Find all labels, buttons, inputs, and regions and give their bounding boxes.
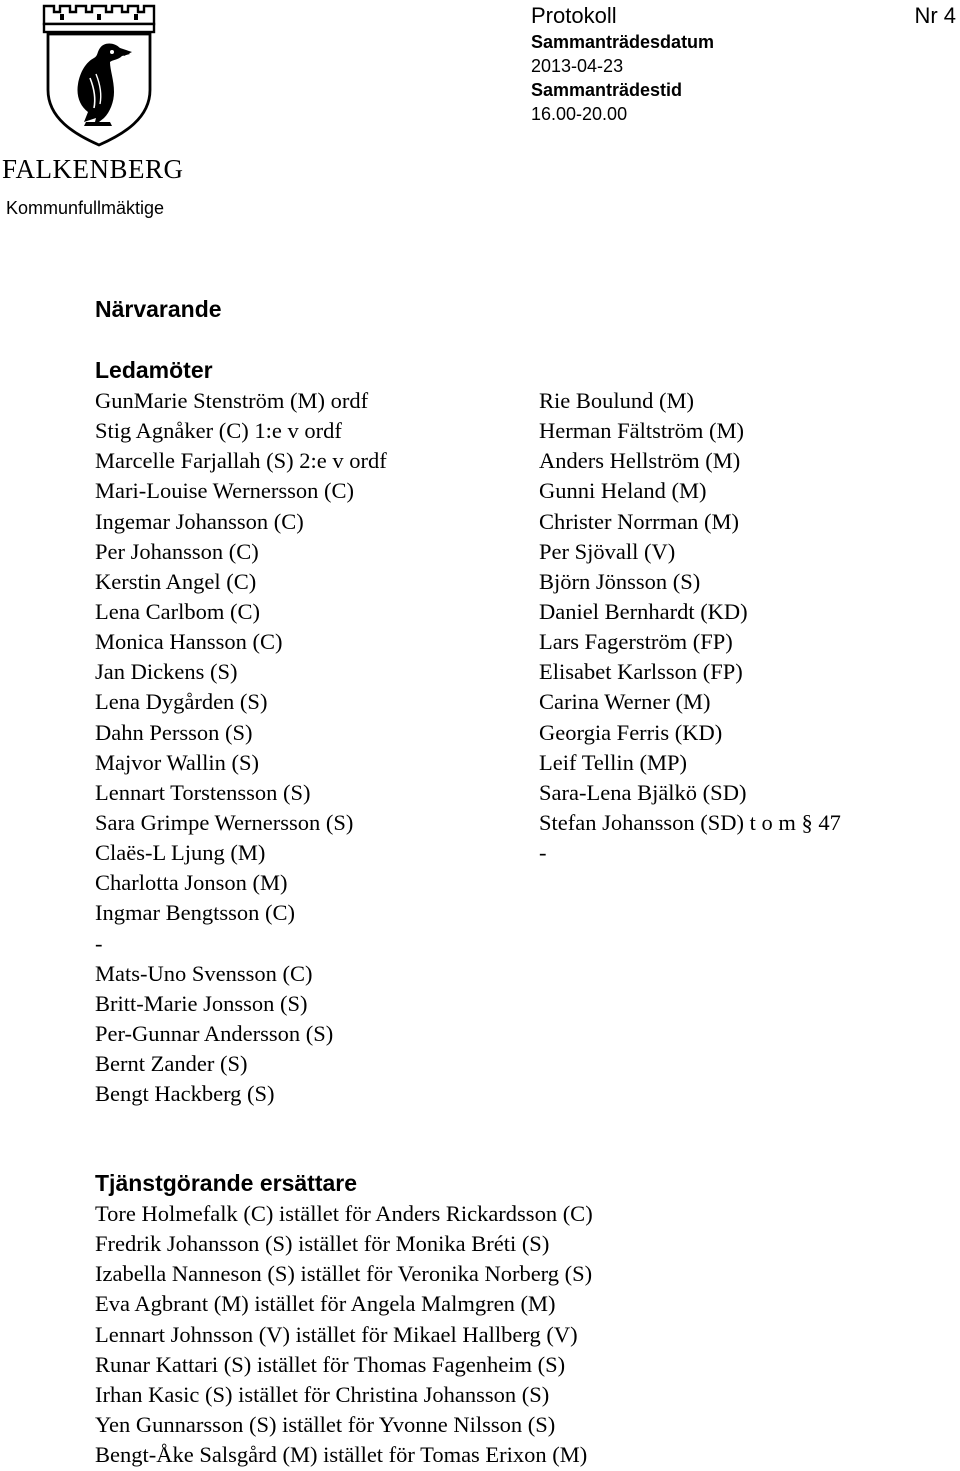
- organization-name: FALKENBERG: [2, 154, 184, 184]
- meeting-date: 2013-04-23: [531, 56, 624, 76]
- member-item: Anders Hellström (M): [539, 448, 741, 474]
- member-item: Lena Carlbom (C): [95, 598, 260, 624]
- member-item: Monica Hansson (C): [95, 629, 283, 655]
- member-item: Marcelle Farjallah (S) 2:e v ordf: [95, 448, 387, 474]
- member-item: Claës-L Ljung (M): [95, 840, 266, 866]
- member-item: Lena Dygården (S): [95, 689, 268, 715]
- member-item: -: [539, 840, 547, 866]
- member-item: Sara-Lena Bjälkö (SD): [539, 779, 747, 805]
- member-item: Christer Norrman (M): [539, 508, 739, 534]
- substitute-item: Runar Kattari (S) istället för Thomas Fagenheim (S): [95, 1351, 566, 1377]
- document-type: Protokoll: [531, 3, 617, 28]
- members-list-left: [95, 386, 387, 1109]
- member-item: Charlotta Jonson (M): [95, 870, 288, 896]
- member-item: Jan Dickens (S): [95, 659, 238, 685]
- member-item: Kerstin Angel (C): [95, 568, 257, 594]
- member-item: Majvor Wallin (S): [95, 749, 260, 775]
- member-item: Per Sjövall (V): [539, 538, 676, 564]
- present-heading: Närvarande: [95, 296, 222, 322]
- meeting-time: 16.00-20.00: [531, 104, 628, 124]
- meeting-time-label: Sammanträdestid: [531, 80, 683, 100]
- member-item: Sara Grimpe Wernersson (S): [95, 809, 354, 835]
- meeting-date-label: Sammanträdesdatum: [531, 32, 715, 52]
- member-item: Britt-Marie Jonsson (S): [95, 990, 308, 1016]
- substitute-item: Irhan Kasic (S) istället för Christina Johansson (S): [95, 1381, 550, 1407]
- substitute-item: Tore Holmefalk (C) istället för Anders Rickardsson (C): [95, 1201, 593, 1226]
- member-item: Per-Gunnar Andersson (S): [95, 1020, 334, 1046]
- substitutes-heading: Tjänstgörande ersättare: [95, 1170, 358, 1196]
- member-item: Per Johansson (C): [95, 538, 259, 564]
- member-item: Georgia Ferris (KD): [539, 719, 723, 745]
- member-item: Mari-Louise Wernersson (C): [95, 478, 354, 504]
- department-name: Kommunfullmäktige: [6, 198, 165, 218]
- member-item: Rie Boulund (M): [539, 388, 694, 413]
- substitute-item: Izabella Nanneson (S) istället för Veronika Norberg (S): [95, 1261, 593, 1287]
- members-list-right: [539, 386, 841, 868]
- member-item: Daniel Bernhardt (KD): [539, 598, 748, 624]
- member-item: Bernt Zander (S): [95, 1051, 248, 1077]
- substitute-item: Fredrik Johansson (S) istället för Monika Bréti (S): [95, 1231, 550, 1257]
- falcon-coat-of-arms-icon: [40, 2, 158, 147]
- member-item: Gunni Heland (M): [539, 478, 707, 504]
- member-item: Ingmar Bengtsson (C): [95, 900, 295, 926]
- member-item: Mats-Uno Svensson (C): [95, 960, 313, 986]
- member-item: Leif Tellin (MP): [539, 749, 687, 775]
- substitute-item: Bengt-Åke Salsgård (M) istället för Tomas Erixon (M): [95, 1442, 588, 1468]
- meeting-info: [531, 2, 714, 126]
- member-item: Stefan Johansson (SD) t o m § 47: [539, 809, 841, 835]
- substitute-item: Lennart Johnsson (V) istället för Mikael Hallberg (V): [95, 1321, 578, 1347]
- member-item: Ingemar Johansson (C): [95, 508, 304, 534]
- member-item: Elisabet Karlsson (FP): [539, 659, 743, 685]
- member-item: -: [95, 930, 103, 956]
- member-item: Stig Agnåker (C) 1:e v ordf: [95, 418, 342, 444]
- substitutes-list: [95, 1199, 593, 1470]
- member-item: Bengt Hackberg (S): [95, 1081, 275, 1107]
- members-heading: Ledamöter: [95, 357, 213, 383]
- member-item: Herman Fältström (M): [539, 418, 744, 444]
- member-item: Lars Fagerström (FP): [539, 629, 733, 655]
- member-item: GunMarie Stenström (M) ordf: [95, 388, 369, 413]
- substitute-item: Yen Gunnarsson (S) istället för Yvonne Nilsson (S): [95, 1411, 556, 1437]
- member-item: Carina Werner (M): [539, 689, 711, 715]
- member-item: Dahn Persson (S): [95, 719, 253, 745]
- member-item: Björn Jönsson (S): [539, 568, 701, 594]
- document-number: Nr 4: [914, 3, 956, 28]
- substitute-item: Eva Agbrant (M) istället för Angela Malmgren (M): [95, 1291, 556, 1317]
- member-item: Lennart Torstensson (S): [95, 779, 311, 805]
